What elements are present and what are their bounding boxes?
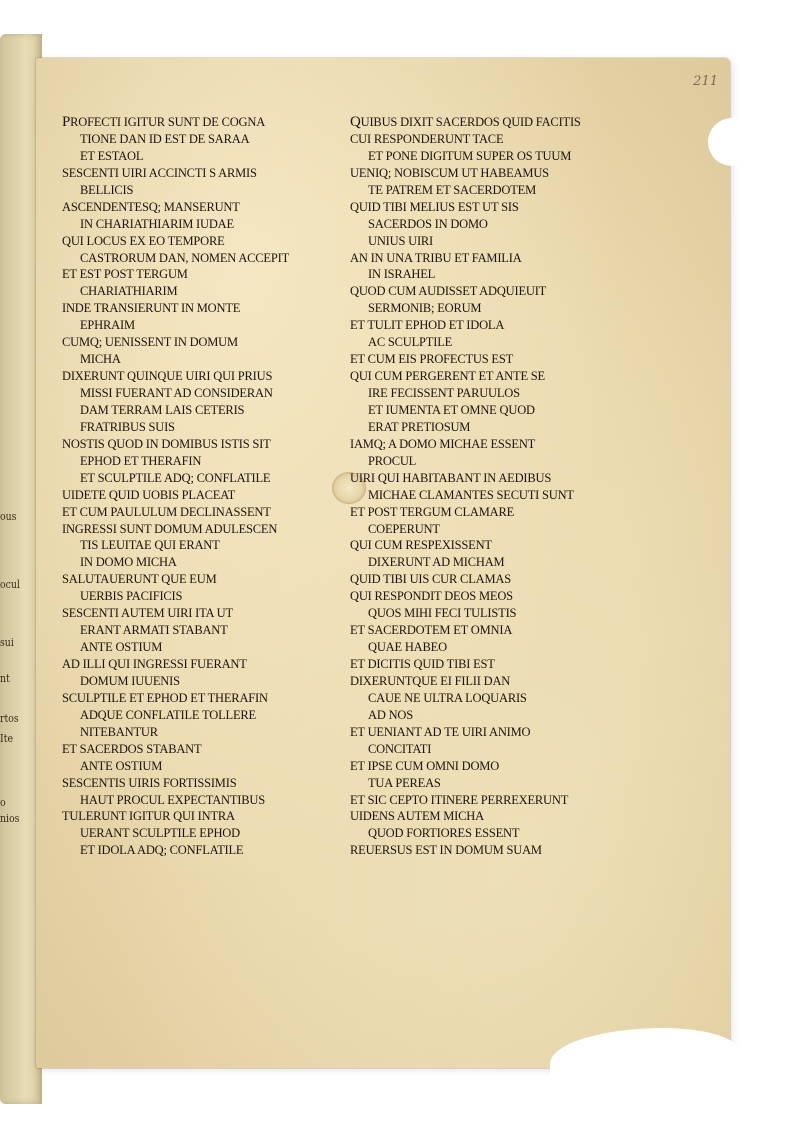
manuscript-line: EPHRAIM [80, 318, 135, 333]
manuscript-line: MICHAE CLAMANTES SECUTI SUNT [368, 487, 574, 502]
folio-damage-lower-edge [550, 1028, 740, 1088]
manuscript-line: DIXERUNT AD MICHAM [368, 555, 505, 570]
manuscript-line: SESCENTI UIRI ACCINCTI S ARMIS [62, 165, 257, 180]
manuscript-line: MICHA [80, 352, 121, 367]
manuscript-line: UERANT SCULPTILE EPHOD [80, 826, 240, 841]
manuscript-line: REUERSUS EST IN DOMUM SUAM [350, 843, 542, 858]
manuscript-line: CUI RESPONDERUNT TACE [350, 131, 504, 146]
manuscript-line: IN ISRAHEL [368, 267, 436, 282]
manuscript-line: SALUTAUERUNT QUE EUM [62, 572, 217, 587]
manuscript-line: BELLICIS [80, 182, 134, 197]
manuscript-line: ET CUM PAULULUM DECLINASSENT [62, 504, 271, 519]
manuscript-line: EPHOD ET THERAFIN [80, 453, 202, 468]
facing-page-fragment: ous [0, 510, 17, 523]
manuscript-line: IN CHARIATHIARIM IUDAE [80, 216, 234, 231]
manuscript-line: QUAE HABEO [368, 640, 447, 655]
manuscript-line: UIDETE QUID UOBIS PLACEAT [62, 487, 236, 502]
text-column-right [350, 114, 630, 859]
facing-page-fragment: nios [0, 812, 20, 825]
manuscript-line: COEPERUNT [368, 521, 440, 536]
manuscript-line: ADQUE CONFLATILE TOLLERE [80, 707, 256, 722]
manuscript-line: AD NOS [368, 707, 413, 722]
manuscript-line: ET TULIT EPHOD ET IDOLA [350, 318, 505, 333]
manuscript-line: ET ESTAOL [80, 148, 144, 163]
manuscript-line: TIONE DAN ID EST DE SARAA [80, 131, 250, 146]
manuscript-line: ET SACERDOTEM ET OMNIA [350, 623, 513, 638]
manuscript-line: ET IDOLA ADQ; CONFLATILE [80, 843, 244, 858]
manuscript-line: ET SACERDOS STABANT [62, 741, 202, 756]
manuscript-line: DAM TERRAM LAIS CETERIS [80, 402, 245, 417]
manuscript-line: ET IUMENTA ET OMNE QUOD [368, 402, 535, 417]
facing-page-fragment: rtos [0, 712, 19, 725]
facing-page-fragment: sui [0, 636, 14, 649]
manuscript-line: INDE TRANSIERUNT IN MONTE [62, 301, 241, 316]
manuscript-line: AN IN UNA TRIBU ET FAMILIA [350, 250, 522, 265]
manuscript-line: TULERUNT IGITUR QUI INTRA [62, 809, 235, 824]
manuscript-line: ANTE OSTIUM [80, 640, 163, 655]
manuscript-line: IRE FECISSENT PARUULOS [368, 386, 520, 400]
manuscript-line: SACERDOS IN DOMO [368, 216, 488, 231]
manuscript-line: ET SCULPTILE ADQ; CONFLATILE [80, 470, 271, 485]
manuscript-line: MISSI FUERANT AD CONSIDERAN [80, 386, 273, 400]
manuscript-line: SERMONIB; EORUM [368, 301, 482, 316]
manuscript-line: UENIQ; NOBISCUM UT HABEAMUS [350, 165, 549, 180]
manuscript-line: ET PONE DIGITUM SUPER OS TUUM [368, 148, 572, 163]
manuscript-line: QUIBUS DIXIT SACERDOS QUID FACITIS [350, 114, 581, 130]
manuscript-line: ERAT PRETIOSUM [368, 419, 471, 434]
manuscript-line: NITEBANTUR [80, 724, 158, 739]
manuscript-line: ET POST TERGUM CLAMARE [350, 504, 515, 519]
manuscript-line: UIDENS AUTEM MICHA [350, 809, 484, 824]
manuscript-line: DIXERUNTQUE EI FILII DAN [350, 673, 511, 688]
facing-page-fragment: nt [0, 672, 10, 685]
manuscript-line: ERANT ARMATI STABANT [80, 623, 228, 638]
manuscript-line: PROCUL [368, 453, 417, 468]
manuscript-line: QUI RESPONDIT DEOS MEOS [350, 589, 513, 604]
manuscript-line: QUOD FORTIORES ESSENT [368, 826, 520, 841]
manuscript-line: ASCENDENTESQ; MANSERUNT [62, 199, 240, 214]
manuscript-line: ET SIC CEPTO ITINERE PERREXERUNT [350, 792, 569, 807]
manuscript-line: QUI CUM PERGERENT ET ANTE SE [350, 369, 545, 384]
manuscript-line: AC SCULPTILE [368, 335, 453, 350]
manuscript-line: QUOD CUM AUDISSET ADQUIEUIT [350, 284, 547, 299]
manuscript-line: NOSTIS QUOD IN DOMIBUS ISTIS SIT [62, 436, 271, 451]
manuscript-line: PROFECTI IGITUR SUNT DE COGNA [62, 114, 266, 130]
facing-page-fragment: ocul [0, 578, 20, 591]
manuscript-line: ET IPSE CUM OMNI DOMO [350, 758, 500, 773]
manuscript-line: ANTE OSTIUM [80, 758, 163, 773]
manuscript-line: FRATRIBUS SUIS [80, 419, 175, 434]
manuscript-line: CASTRORUM DAN, NOMEN ACCEPIT [80, 250, 290, 265]
folio-number: 211 [693, 74, 718, 89]
manuscript-line: CHARIATHIARIM [80, 284, 178, 299]
manuscript-line: ET DICITIS QUID TIBI EST [350, 657, 495, 671]
manuscript-line: ET EST POST TERGUM [62, 267, 188, 282]
manuscript-line: CONCITATI [368, 741, 432, 756]
manuscript-line: QUI CUM RESPEXISSENT [350, 538, 492, 553]
manuscript-line: TUA PEREAS [368, 775, 441, 790]
manuscript-line: INGRESSI SUNT DOMUM ADULESCEN [62, 521, 278, 536]
manuscript-line: QUID TIBI UIS CUR CLAMAS [350, 572, 511, 587]
manuscript-line: SESCENTI AUTEM UIRI ITA UT [62, 606, 233, 621]
manuscript-line: HAUT PROCUL EXPECTANTIBUS [80, 792, 265, 807]
facing-page-fragment: Ite [0, 732, 13, 745]
manuscript-line: SCULPTILE ET EPHOD ET THERAFIN [62, 690, 268, 705]
manuscript-line: ET CUM EIS PROFECTUS EST [350, 352, 514, 367]
manuscript-line: ET UENIANT AD TE UIRI ANIMO [350, 724, 531, 739]
manuscript-line: QUI LOCUS EX EO TEMPORE [62, 233, 225, 248]
manuscript-line: TE PATREM ET SACERDOTEM [368, 182, 536, 197]
folio-damage-notch [708, 118, 756, 166]
manuscript-line: AD ILLI QUI INGRESSI FUERANT [62, 657, 247, 671]
manuscript-line: CUMQ; UENISSENT IN DOMUM [62, 335, 238, 350]
manuscript-line: QUOS MIHI FECI TULISTIS [368, 606, 517, 621]
manuscript-line: DIXERUNT QUINQUE UIRI QUI PRIUS [62, 369, 273, 384]
manuscript-line: IN DOMO MICHA [80, 555, 177, 570]
manuscript-line: DOMUM IUUENIS [80, 673, 180, 688]
manuscript-line: CAUE NE ULTRA LOQUARIS [368, 690, 527, 705]
facing-page-fragment: o [0, 796, 6, 809]
manuscript-line: UERBIS PACIFICIS [80, 589, 183, 604]
text-column-left [62, 114, 332, 859]
manuscript-line: UIRI QUI HABITABANT IN AEDIBUS [350, 470, 552, 485]
manuscript-line: IAMQ; A DOMO MICHAE ESSENT [350, 436, 536, 451]
manuscript-line: QUID TIBI MELIUS EST UT SIS [350, 199, 519, 214]
manuscript-line: SESCENTIS UIRIS FORTISSIMIS [62, 775, 237, 790]
manuscript-line: TIS LEUITAE QUI ERANT [80, 538, 220, 553]
manuscript-line: UNIUS UIRI [368, 233, 434, 248]
